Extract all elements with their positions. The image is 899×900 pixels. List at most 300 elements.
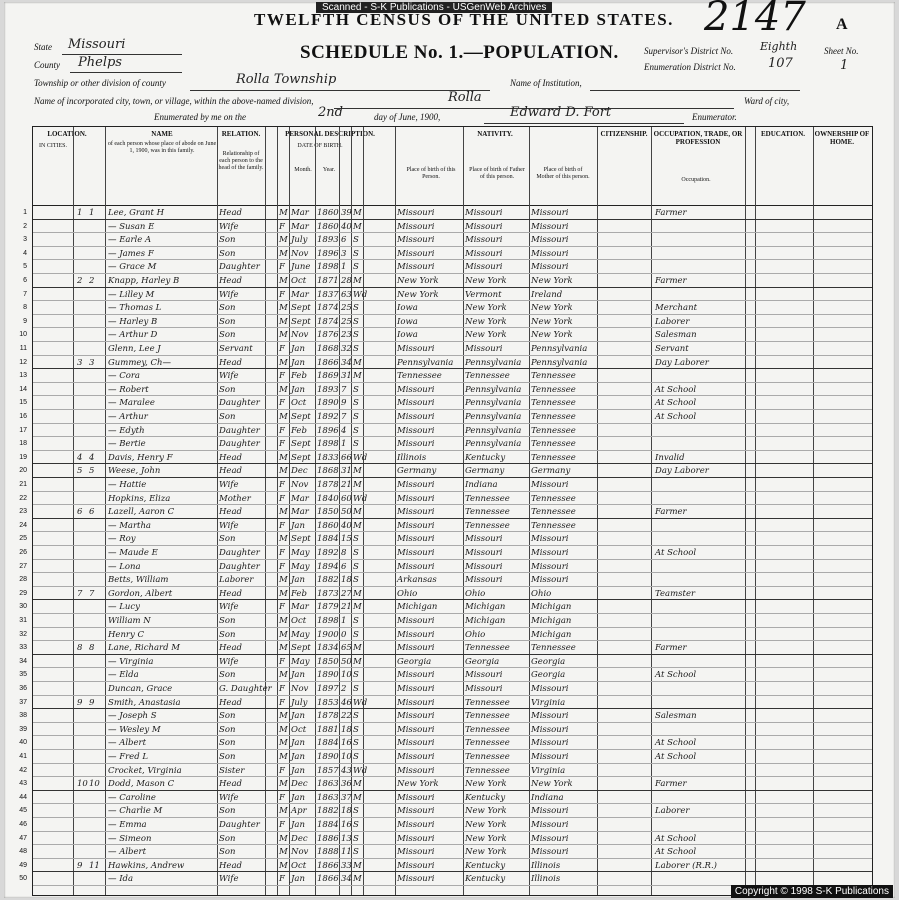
cell-sex: M bbox=[279, 779, 288, 790]
county-label: County bbox=[34, 60, 60, 70]
cell-p1: Iowa bbox=[397, 330, 418, 341]
table-row bbox=[19, 697, 872, 710]
cell-age: 18 bbox=[341, 806, 352, 817]
cell-sex: F bbox=[279, 697, 285, 708]
cell-fam: 11 bbox=[89, 860, 100, 871]
cell-occ: Merchant bbox=[655, 303, 697, 314]
cell-name: — Virginia bbox=[108, 656, 154, 667]
cell-ms: Wd bbox=[353, 765, 368, 776]
cell-p1: Missouri bbox=[397, 248, 435, 259]
table-row bbox=[19, 615, 872, 628]
cell-rel: Son bbox=[219, 534, 236, 545]
cell-name: Gordon, Albert bbox=[108, 588, 173, 599]
cell-p1: New York bbox=[397, 276, 439, 286]
cell-rel: Head bbox=[219, 208, 242, 218]
cell-ms: M bbox=[353, 507, 362, 518]
cell-ms: S bbox=[353, 711, 359, 722]
cell-fam: 6 bbox=[89, 507, 95, 518]
cell-p2: New York bbox=[465, 276, 507, 286]
cell-ms: M bbox=[353, 588, 362, 599]
cell-age: 0 bbox=[341, 629, 347, 640]
cell-yr: 1866 bbox=[317, 357, 339, 368]
cell-p1: Missouri bbox=[397, 697, 435, 708]
cell-p1: Michigan bbox=[397, 602, 438, 613]
cell-yr: 1896 bbox=[317, 248, 339, 259]
cell-rel: Son bbox=[219, 833, 236, 844]
cell-p3: Indiana bbox=[531, 792, 564, 803]
cell-sex: F bbox=[279, 561, 285, 572]
cell-rel: Head bbox=[219, 466, 242, 477]
cell-p1: Pennsylvania bbox=[397, 357, 454, 368]
cell-rel: Son bbox=[219, 235, 236, 246]
cell-sex: F bbox=[279, 371, 285, 382]
cell-rel: Sister bbox=[219, 765, 245, 776]
cell-sex: M bbox=[279, 466, 288, 477]
cell-occ: Farmer bbox=[655, 779, 687, 790]
cell-yr: 1890 bbox=[317, 398, 339, 409]
cell-rel: Daughter bbox=[219, 425, 260, 436]
cell-yr: 1863 bbox=[317, 792, 339, 803]
cell-sex: M bbox=[279, 847, 288, 858]
cell-p1: Arkansas bbox=[397, 575, 437, 586]
cell-name: Knapp, Harley B bbox=[108, 276, 180, 286]
cell-yr: 1879 bbox=[317, 602, 339, 613]
cell-age: 16 bbox=[341, 738, 352, 749]
cell-p2: New York bbox=[465, 820, 507, 830]
cell-p1: Missouri bbox=[397, 398, 435, 409]
cell-p1: Missouri bbox=[397, 548, 435, 558]
cell-p2: Kentucky bbox=[465, 792, 506, 803]
line-number: 50 bbox=[19, 875, 27, 883]
cell-occ: Farmer bbox=[655, 643, 687, 654]
table-row bbox=[19, 520, 872, 533]
cell-mon: Oct bbox=[291, 860, 307, 871]
cell-mon: July bbox=[291, 697, 308, 708]
cell-yr: 1837 bbox=[317, 289, 339, 300]
table-row bbox=[19, 561, 872, 574]
col-occupation-sub: Occupation. bbox=[681, 177, 711, 183]
cell-age: 3 bbox=[341, 248, 347, 259]
cell-age: 1 bbox=[341, 616, 347, 626]
cell-p2: Missouri bbox=[465, 561, 503, 572]
table-row bbox=[23, 275, 872, 288]
line-number: 33 bbox=[19, 644, 27, 652]
cell-occ: At School bbox=[655, 738, 697, 749]
cell-age: 1 bbox=[341, 262, 347, 273]
cell-age: 13 bbox=[341, 833, 352, 844]
cell-age: 40 bbox=[341, 520, 352, 531]
cell-p3: Missouri bbox=[531, 534, 569, 545]
cell-rel: Son bbox=[219, 738, 236, 749]
cell-p3: New York bbox=[531, 276, 573, 286]
cell-age: 31 bbox=[341, 466, 352, 477]
cell-ms: Wd bbox=[353, 697, 368, 708]
cell-mon: Jan bbox=[291, 792, 305, 803]
cell-p2: Pennsylvania bbox=[465, 439, 522, 450]
cell-sex: M bbox=[279, 588, 288, 599]
cell-mon: Apr bbox=[291, 806, 307, 817]
cell-mon: May bbox=[291, 561, 310, 572]
copyright-notice: Copyright © 1998 S-K Publications bbox=[731, 885, 893, 898]
cell-p2: Missouri bbox=[465, 208, 503, 218]
table-row bbox=[23, 316, 872, 329]
cell-age: 18 bbox=[341, 724, 352, 735]
june-label: day of June, 1900, bbox=[374, 112, 441, 122]
cell-mon: Oct bbox=[291, 616, 307, 626]
cell-ms: S bbox=[353, 316, 359, 327]
cell-fam: 7 bbox=[89, 588, 95, 599]
cell-p1: Missouri bbox=[397, 520, 435, 531]
cell-mon: Sept bbox=[291, 643, 311, 654]
cell-sex: F bbox=[279, 520, 285, 531]
institution-label: Name of Institution, bbox=[510, 78, 582, 88]
cell-rel: Mother bbox=[219, 493, 251, 504]
cell-occ: At School bbox=[655, 752, 697, 762]
cell-p3: Pennsylvania bbox=[531, 357, 588, 368]
col-relation: RELATION. bbox=[221, 130, 261, 138]
cell-yr: 1873 bbox=[317, 588, 339, 599]
col-nativity: NATIVITY. bbox=[477, 130, 513, 138]
cell-dw: 10 bbox=[77, 779, 88, 790]
cell-yr: 1878 bbox=[317, 480, 339, 490]
cell-mon: Mar bbox=[291, 493, 309, 504]
table-row bbox=[23, 221, 872, 234]
line-number: 17 bbox=[19, 426, 27, 434]
city-label: Name of incorporated city, town, or village, within the above-named division, bbox=[34, 96, 314, 106]
cell-p1: Tennessee bbox=[397, 371, 442, 382]
cell-mon: Feb bbox=[291, 371, 307, 382]
cell-p1: Missouri bbox=[397, 493, 435, 504]
cell-p3: Missouri bbox=[531, 833, 569, 844]
cell-p1: Missouri bbox=[397, 262, 435, 273]
col-name-sub: of each person whose place of abode on June 1, 1900, was in this family. bbox=[107, 141, 217, 154]
cell-yr: 1853 bbox=[317, 697, 339, 708]
cell-yr: 1886 bbox=[317, 833, 339, 844]
cell-age: 1 bbox=[341, 439, 347, 450]
cell-mon: Nov bbox=[291, 248, 309, 259]
cell-name: — Emma bbox=[108, 820, 147, 830]
cell-name: — James F bbox=[108, 248, 154, 259]
table-row bbox=[19, 737, 872, 750]
table-row bbox=[19, 833, 872, 846]
cell-ms: M bbox=[353, 371, 362, 382]
cell-p2: Ohio bbox=[465, 629, 486, 640]
cell-mon: Nov bbox=[291, 847, 309, 858]
cell-name: Weese, John bbox=[108, 466, 161, 477]
cell-yr: 1898 bbox=[317, 262, 339, 273]
cell-p1: Missouri bbox=[397, 507, 435, 518]
enumerator-value: Edward D. Fort bbox=[510, 105, 612, 120]
cell-yr: 1857 bbox=[317, 765, 339, 776]
cell-age: 8 bbox=[341, 548, 347, 558]
cell-dw: 6 bbox=[77, 507, 83, 518]
cell-ms: S bbox=[353, 330, 359, 341]
cell-p2: Tennessee bbox=[465, 752, 510, 762]
col-location: LOCATION. bbox=[47, 130, 87, 138]
cell-name: Lazell, Aaron C bbox=[108, 507, 175, 518]
cell-ms: S bbox=[353, 439, 359, 450]
cell-rel: Daughter bbox=[219, 820, 260, 830]
cell-ms: M bbox=[353, 480, 362, 490]
cell-mon: Sept bbox=[291, 412, 311, 422]
cell-name: Hopkins, Eliza bbox=[108, 493, 171, 504]
cell-p2: Pennsylvania bbox=[465, 357, 522, 368]
cell-p1: Missouri bbox=[397, 847, 435, 858]
cell-ms: S bbox=[353, 724, 359, 735]
cell-mon: Oct bbox=[291, 276, 307, 286]
line-number: 44 bbox=[19, 793, 27, 801]
cell-sex: M bbox=[279, 357, 288, 368]
line-number: 16 bbox=[19, 413, 27, 420]
cell-p3: Missouri bbox=[531, 262, 569, 273]
cell-name: — Maralee bbox=[108, 398, 155, 409]
cell-rel: Son bbox=[219, 248, 236, 259]
cell-mon: Nov bbox=[291, 684, 309, 694]
col-in-cities: IN CITIES. bbox=[39, 143, 67, 149]
cell-p1: Germany bbox=[397, 466, 437, 477]
cell-rel: Wife bbox=[219, 602, 239, 613]
line-number: 49 bbox=[19, 861, 27, 869]
cell-age: 21 bbox=[341, 480, 352, 490]
cell-ms: S bbox=[353, 575, 359, 586]
cell-ms: S bbox=[353, 262, 359, 273]
cell-sex: M bbox=[279, 616, 288, 626]
cell-occ: Invalid bbox=[655, 452, 685, 463]
cell-p2: Germany bbox=[465, 466, 505, 477]
cell-ms: M bbox=[353, 874, 362, 885]
cell-mon: Jan bbox=[291, 752, 305, 762]
cell-p1: Missouri bbox=[397, 820, 435, 830]
cell-yr: 1860 bbox=[317, 221, 339, 232]
cell-name: — Lona bbox=[108, 561, 141, 572]
cell-name: — Martha bbox=[108, 520, 151, 531]
cell-p2: New York bbox=[465, 303, 507, 314]
cell-p3: Tennessee bbox=[531, 493, 576, 504]
cell-mon: Sept bbox=[291, 316, 311, 327]
table-row bbox=[19, 669, 872, 682]
table-row bbox=[23, 289, 872, 302]
table-row bbox=[19, 329, 872, 342]
cell-mon: Dec bbox=[291, 466, 308, 477]
cell-p2: Missouri bbox=[465, 670, 503, 681]
cell-yr: 1893 bbox=[317, 384, 339, 395]
cell-p2: Pennsylvania bbox=[465, 384, 522, 395]
cell-sex: M bbox=[279, 452, 288, 463]
cell-p1: Missouri bbox=[397, 425, 435, 436]
cell-p3: Missouri bbox=[531, 561, 569, 572]
line-number: 22 bbox=[19, 494, 27, 502]
cell-age: 2 bbox=[341, 684, 347, 694]
cell-name: — Lilley M bbox=[108, 289, 155, 300]
sheet-no-value: 1 bbox=[840, 58, 849, 73]
cell-age: 40 bbox=[341, 221, 352, 232]
schedule-title: SCHEDULE No. 1.—POPULATION. bbox=[300, 42, 619, 63]
cell-p2: Missouri bbox=[465, 575, 503, 586]
table-row bbox=[19, 547, 872, 560]
line-number: 37 bbox=[19, 698, 27, 706]
cell-sex: M bbox=[279, 670, 288, 681]
table-row bbox=[19, 724, 872, 737]
cell-ms: S bbox=[353, 534, 359, 545]
cell-yr: 1833 bbox=[317, 452, 339, 463]
line-number: 25 bbox=[19, 535, 27, 543]
cell-ms: S bbox=[353, 738, 359, 749]
cell-p2: Tennessee bbox=[465, 765, 510, 776]
table-row bbox=[19, 357, 872, 370]
cell-name: Glenn, Lee J bbox=[108, 344, 161, 354]
table-row bbox=[19, 588, 872, 601]
cell-p1: Missouri bbox=[397, 643, 435, 654]
cell-p2: Michigan bbox=[465, 602, 506, 613]
cell-dw: 4 bbox=[77, 452, 83, 463]
cell-yr: 1866 bbox=[317, 860, 339, 871]
cell-age: 34 bbox=[341, 874, 352, 885]
cell-p3: Ireland bbox=[531, 289, 563, 300]
cell-rel: Son bbox=[219, 752, 236, 762]
cell-rel: Son bbox=[219, 806, 236, 817]
cell-age: 10 bbox=[341, 752, 352, 762]
cell-mon: Sept bbox=[291, 452, 311, 463]
line-number: 4 bbox=[23, 249, 27, 257]
cell-p1: Ohio bbox=[397, 588, 418, 599]
supervisor-label: Supervisor's District No. bbox=[644, 46, 734, 56]
cell-yr: 1860 bbox=[317, 208, 339, 218]
cell-name: — Maude E bbox=[108, 548, 158, 558]
cell-p3: Missouri bbox=[531, 548, 569, 558]
cell-rel: Son bbox=[219, 724, 236, 735]
cell-p1: Missouri bbox=[397, 534, 435, 545]
cell-fam: 2 bbox=[89, 276, 95, 286]
cell-ms: S bbox=[353, 384, 359, 395]
cell-age: 36 bbox=[341, 779, 352, 790]
table-row bbox=[19, 860, 872, 873]
cell-age: 15 bbox=[341, 534, 352, 545]
cell-ms: M bbox=[353, 643, 362, 654]
cell-age: 32 bbox=[341, 344, 352, 354]
cell-sex: M bbox=[279, 629, 288, 640]
cell-ms: S bbox=[353, 425, 359, 436]
cell-p1: Missouri bbox=[397, 629, 435, 640]
cell-p2: Missouri bbox=[465, 221, 503, 232]
cell-rel: Wife bbox=[219, 221, 239, 232]
table-row bbox=[19, 778, 872, 791]
cell-name: — Arthur bbox=[108, 412, 148, 422]
cell-ms: S bbox=[353, 806, 359, 817]
cell-p3: Germany bbox=[531, 466, 571, 477]
cell-occ: At School bbox=[655, 548, 697, 558]
cell-ms: M bbox=[353, 466, 362, 477]
cell-p1: Iowa bbox=[397, 316, 418, 327]
cell-yr: 1893 bbox=[317, 235, 339, 246]
cell-age: 50 bbox=[341, 656, 352, 667]
line-number: 28 bbox=[19, 576, 27, 584]
table-row bbox=[23, 207, 872, 220]
cell-rel: Son bbox=[219, 412, 236, 422]
cell-p1: Missouri bbox=[397, 616, 435, 626]
cell-name: — Albert bbox=[108, 738, 147, 749]
cell-yr: 1881 bbox=[317, 724, 339, 735]
cell-mon: Feb bbox=[291, 588, 307, 599]
cell-occ: Farmer bbox=[655, 208, 687, 218]
cell-sex: F bbox=[279, 684, 285, 694]
cell-sex: M bbox=[279, 507, 288, 518]
cell-yr: 1882 bbox=[317, 806, 339, 817]
cell-dw: 5 bbox=[77, 466, 83, 477]
table-row bbox=[19, 506, 872, 519]
table-row bbox=[23, 234, 872, 247]
cell-age: 4 bbox=[341, 425, 347, 436]
cell-age: 65 bbox=[341, 643, 352, 654]
col-year: Year. bbox=[322, 167, 336, 173]
cell-ms: S bbox=[353, 629, 359, 640]
cell-sex: M bbox=[279, 412, 288, 422]
cell-ms: Wd bbox=[353, 289, 368, 300]
cell-sex: M bbox=[279, 276, 288, 286]
cell-mon: Jan bbox=[291, 344, 305, 354]
cell-mon: Jan bbox=[291, 575, 305, 586]
cell-p3: Illinois bbox=[531, 860, 561, 871]
col-month: Month. bbox=[294, 167, 312, 173]
cell-sex: M bbox=[279, 806, 288, 817]
cell-p3: Missouri bbox=[531, 208, 569, 218]
cell-mon: Dec bbox=[291, 833, 308, 844]
cell-p2: Tennessee bbox=[465, 724, 510, 735]
line-number: 12 bbox=[19, 358, 27, 366]
cell-p2: Pennsylvania bbox=[465, 412, 522, 422]
cell-sex: F bbox=[279, 344, 285, 354]
cell-occ: Salesman bbox=[655, 330, 697, 341]
cell-p2: Tennessee bbox=[465, 738, 510, 749]
cell-sex: F bbox=[279, 656, 285, 667]
cell-p2: New York bbox=[465, 833, 507, 844]
cell-rel: Head bbox=[219, 507, 242, 518]
cell-rel: Daughter bbox=[219, 398, 260, 409]
cell-yr: 1900 bbox=[317, 629, 339, 640]
cell-p2: New York bbox=[465, 806, 507, 817]
cell-p2: Pennsylvania bbox=[465, 425, 522, 436]
cell-name: — Simeon bbox=[108, 833, 152, 844]
line-number: 19 bbox=[19, 453, 27, 461]
cell-occ: Laborer bbox=[655, 806, 690, 817]
line-number: 46 bbox=[19, 821, 27, 828]
cell-dw: 3 bbox=[77, 357, 83, 368]
cell-occ: At School bbox=[655, 412, 697, 422]
cell-yr: 1871 bbox=[317, 276, 339, 286]
cell-yr: 1876 bbox=[317, 330, 339, 341]
line-number: 23 bbox=[19, 508, 27, 516]
line-number: 3 bbox=[23, 236, 27, 244]
cell-sex: M bbox=[279, 330, 288, 341]
cell-p3: New York bbox=[531, 330, 573, 341]
cell-name: Crocket, Virginia bbox=[108, 765, 182, 776]
cell-yr: 1897 bbox=[317, 684, 339, 694]
table-row bbox=[19, 656, 872, 669]
cell-sex: F bbox=[279, 398, 285, 409]
table-header bbox=[33, 127, 872, 206]
col-dob: DATE OF BIRTH. bbox=[297, 143, 343, 149]
cell-sex: F bbox=[279, 820, 285, 830]
cell-age: 43 bbox=[341, 765, 352, 776]
cell-rel: Son bbox=[219, 670, 236, 681]
cell-p1: Missouri bbox=[397, 221, 435, 232]
line-number: 38 bbox=[19, 712, 27, 720]
cell-age: 16 bbox=[341, 820, 352, 830]
cell-age: 25 bbox=[341, 303, 352, 314]
cell-yr: 1850 bbox=[317, 656, 339, 667]
cell-mon: Jan bbox=[291, 874, 305, 885]
line-number: 42 bbox=[19, 766, 27, 774]
cell-rel: Head bbox=[219, 697, 242, 708]
